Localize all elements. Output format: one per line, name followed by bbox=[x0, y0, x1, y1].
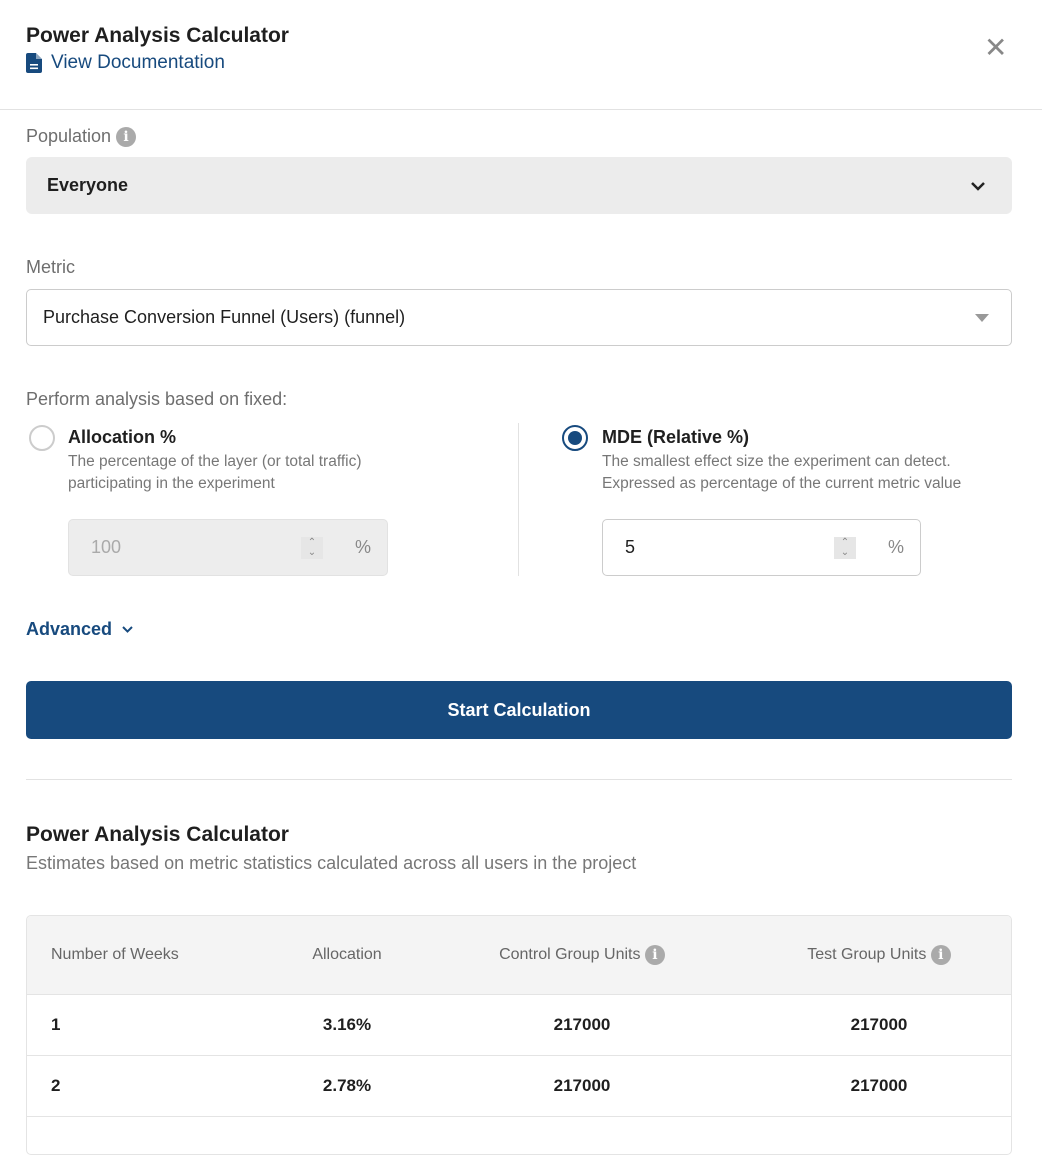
document-icon bbox=[26, 53, 42, 73]
column-header-label: Control Group Units bbox=[499, 946, 641, 964]
table-row bbox=[27, 1056, 1011, 1117]
allocation-desc-line: The percentage of the layer (or total traffic) bbox=[68, 453, 362, 470]
info-icon[interactable]: i bbox=[645, 945, 665, 965]
mde-title: MDE (Relative %) bbox=[602, 427, 750, 447]
column-header: Number of Weeks bbox=[51, 946, 179, 963]
close-icon[interactable]: ✕ bbox=[984, 32, 1008, 63]
table-cell: 3.16% bbox=[322, 1015, 372, 1034]
mde-radio[interactable] bbox=[562, 425, 588, 451]
population-select[interactable] bbox=[26, 157, 1012, 214]
allocation-desc-line: participating in the experiment bbox=[68, 475, 275, 492]
allocation-title: Allocation % bbox=[68, 427, 177, 447]
column-header-label: Test Group Units bbox=[807, 946, 927, 964]
mde-desc-line: Expressed as percentage of the current metric value bbox=[602, 475, 962, 492]
mde-description bbox=[602, 451, 961, 495]
info-icon[interactable]: i bbox=[116, 127, 136, 147]
mde-input[interactable] bbox=[602, 519, 921, 576]
table-cell: 217000 bbox=[553, 1076, 611, 1095]
view-documentation-link[interactable] bbox=[26, 52, 225, 74]
results-table bbox=[26, 915, 1012, 1155]
chevron-down-icon bbox=[970, 181, 986, 191]
table-cell: 217000 bbox=[850, 1015, 908, 1034]
mde-value: 5 bbox=[625, 537, 636, 557]
table-cell: 2.78% bbox=[322, 1076, 372, 1095]
column-header bbox=[417, 945, 747, 965]
table-cell: 217000 bbox=[553, 1015, 611, 1034]
stepper-icon[interactable]: ⌃ ⌄ bbox=[301, 537, 323, 559]
view-documentation-label: View Documentation bbox=[51, 52, 225, 73]
dialog-title: Power Analysis Calculator bbox=[26, 24, 289, 47]
table-cell: 217000 bbox=[850, 1076, 908, 1095]
info-icon[interactable]: i bbox=[931, 945, 951, 965]
results-title: Power Analysis Calculator bbox=[26, 823, 289, 846]
stepper-icon[interactable]: ⌃ ⌄ bbox=[834, 537, 856, 559]
header-divider bbox=[0, 109, 1042, 110]
mde-desc-line: The smallest effect size the experiment can detect. bbox=[602, 453, 951, 470]
start-calculation-button[interactable]: Start Calculation bbox=[26, 681, 1012, 739]
table-cell: 2 bbox=[51, 1076, 61, 1095]
section-divider bbox=[26, 779, 1012, 780]
caret-down-icon bbox=[975, 314, 989, 322]
column-header: Allocation bbox=[312, 946, 382, 963]
metric-value: Purchase Conversion Funnel (Users) (funnel) bbox=[43, 307, 406, 327]
results-subtitle: Estimates based on metric statistics calculated across all users in the project bbox=[26, 853, 637, 873]
metric-select[interactable] bbox=[26, 289, 1012, 346]
advanced-label: Advanced bbox=[26, 619, 113, 639]
metric-label: Metric bbox=[26, 257, 75, 277]
population-label-text: Population bbox=[26, 126, 112, 146]
population-label bbox=[26, 126, 136, 147]
allocation-radio[interactable] bbox=[29, 425, 55, 451]
percent-unit: % bbox=[354, 537, 371, 557]
advanced-toggle[interactable] bbox=[26, 619, 133, 640]
chevron-down-icon bbox=[122, 626, 133, 633]
table-row bbox=[27, 995, 1011, 1056]
allocation-input[interactable] bbox=[68, 519, 388, 576]
column-header bbox=[747, 945, 1011, 965]
options-divider bbox=[518, 423, 519, 576]
percent-unit: % bbox=[887, 537, 904, 557]
analysis-label: Perform analysis based on fixed: bbox=[26, 389, 288, 409]
allocation-description bbox=[68, 451, 362, 495]
allocation-value: 100 bbox=[91, 537, 122, 557]
population-value: Everyone bbox=[47, 175, 129, 195]
table-cell: 1 bbox=[51, 1015, 61, 1034]
table-header bbox=[27, 916, 1011, 995]
